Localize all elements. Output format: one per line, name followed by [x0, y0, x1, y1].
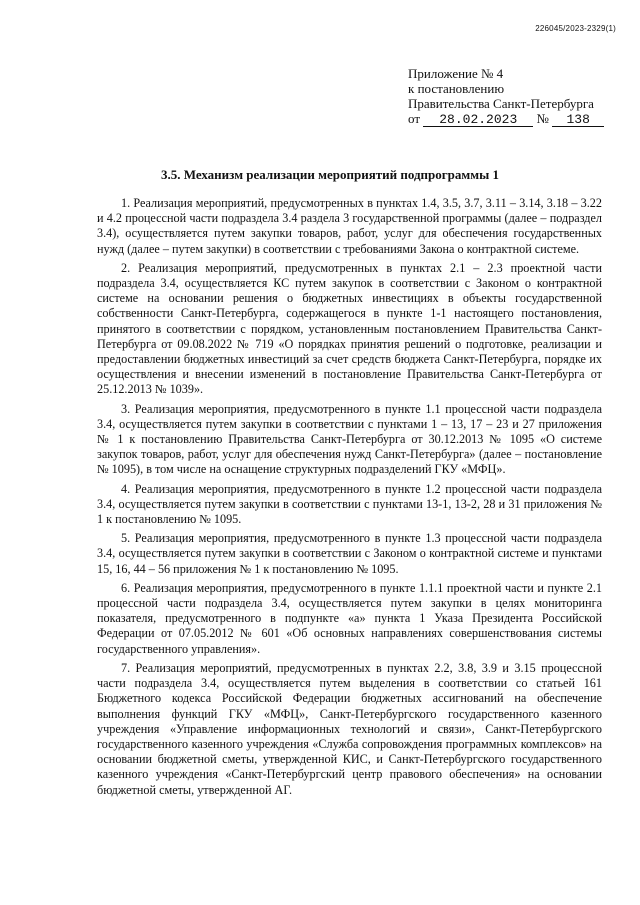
- appendix-number: 138: [552, 113, 604, 127]
- document-body: [97, 196, 602, 802]
- appendix-line-1: Приложение № 4: [408, 66, 504, 81]
- date-prefix: от: [408, 111, 421, 126]
- paragraph-6: 6. Реализация мероприятия, предусмотренного в пункте 1.1.1 проектной части и пункте 2.1 процессной части подраздела 3.4, осуществляется путем закупки в целях мониторинга показателя, предусмотренного в подпункте «а» пункта 1 Указа Президента Российской Федерации от 07.05.2012 № 601 «Об основных направлениях совершенствования системы государственного управления».: [97, 580, 602, 656]
- number-prefix: №: [536, 111, 549, 126]
- appendix-line-2: к постановлению: [408, 81, 505, 96]
- section-title: 3.5. Механизм реализации мероприятий подпрограммы 1: [160, 167, 500, 182]
- paragraph-5: 5. Реализация мероприятия, предусмотренного в пункте 1.3 процессной части подраздела 3.4, осуществляется путем закупки в соответствии с Законом о контрактной системе и пунктами 15, 16, 44 – 56 приложения № 1 к постановлению № 1095.: [97, 531, 602, 576]
- appendix-line-3: Правительства Санкт-Петербурга: [408, 96, 594, 111]
- paragraph-1: 1. Реализация мероприятий, предусмотренных в пунктах 1.4, 3.5, 3.7, 3.11 – 3.14, 3.18 – 3.22 и 4.2 процессной части подраздела 3.4 раздела 3 государственной программы (далее – подраздел 3.4), осуществляется путем закупки товаров, работ, услуг для обеспечения государственных нужд (далее – путем закупки) в соответствии с требованиями Закона о контрактной системе.: [97, 196, 602, 256]
- paragraph-4: 4. Реализация мероприятия, предусмотренного в пункте 1.2 процессной части подраздела 3.4, осуществляется путем закупки в соответствии с пунктами 13-1, 13-2, 28 и 31 приложения № 1 к постановлению № 1095.: [97, 481, 602, 527]
- paragraph-3: 3. Реализация мероприятия, предусмотренного в пункте 1.1 процессной части подраздела 3.4, осуществляется путем закупки в соответствии с пунктами 1 – 13, 17 – 23 и 27 приложения № 1 к постановлению Правительства Санкт-Петербурга от 30.12.2013 № 1095 «О системе закупок товаров, работ, услуг для обеспечения нужд Санкт-Петербурга» (далее – постановление № 1095), в том числе на оснащение структурных подразделений ГКУ «МФЦ».: [97, 401, 602, 477]
- document-id: 226045/2023-2329(1): [535, 24, 616, 33]
- paragraph-2: 2. Реализация мероприятий, предусмотренных в пунктах 2.1 – 2.3 проектной части подраздела 3.4, осуществляется КС путем закупок в соответствии с Законом о контрактной системе на основании решения о бюджетных инвестициях в объекты государственной собственности Санкт-Петербурга, содержащегося в пункте 1-1 настоящего постановления, принятого в соответствии с порядком, установленным постановлением Правительства Санкт-Петербурга от 09.08.2022 № 719 «О порядках принятия решений о подготовке, реализации и предоставлении бюджетных инвестиций за счет средств бюджета Санкт-Петербурга, порядке их осуществления и внесении изменений в постановление Правительства Санкт-Петербурга от 25.12.2013 № 1039».: [97, 260, 602, 397]
- appendix-date: 28.02.2023: [423, 113, 533, 127]
- paragraph-7: 7. Реализация мероприятий, предусмотренных в пунктах 2.2, 3.8, 3.9 и 3.15 процессной части подраздела 3.4, осуществляется путем выделения в соответствии со статьей 161 Бюджетного кодекса Российской Федерации бюджетных ассигнований на обеспечение выполнения функций ГКУ «МФЦ», Санкт-Петербургского государственного казенного учреждения «Управление информационных технологий и связи», Санкт-Петербургского государственного казенного учреждения «Служба сопровождения программных комплексов» на основании бюджетной сметы, утвержденной КИС, и Санкт-Петербургского государственного казенного учреждения «Санкт-Петербургский центр правового обеспечения» на основании бюджетной сметы, утвержденной АГ.: [97, 660, 602, 797]
- appendix-block: [408, 66, 618, 127]
- appendix-date-line: [408, 111, 618, 127]
